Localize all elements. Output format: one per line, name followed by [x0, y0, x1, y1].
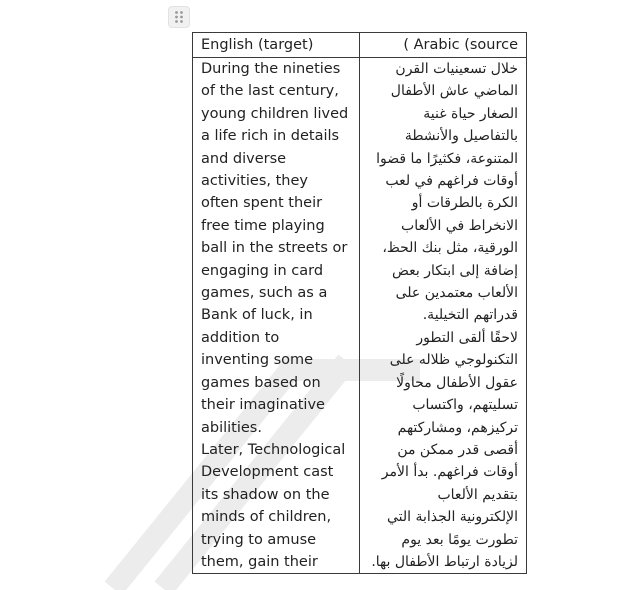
text-line: المتنوعة، فكثيرًا ما قضوا — [376, 150, 518, 167]
text-line: عقول الأطفال محاولًا — [396, 374, 518, 391]
text-line: engaging in card — [201, 262, 324, 279]
text-line: Bank of luck, in — [201, 307, 313, 324]
text-line: Later, Technological — [201, 441, 346, 458]
text-line: أوقات فراغهم في لعب — [385, 173, 518, 190]
text-line: لاحقًا ألقى التطور — [416, 329, 518, 346]
text-line: young children lived — [201, 105, 349, 122]
text-line: activities, they — [201, 173, 308, 190]
drag-grip-icon — [174, 10, 184, 24]
text-line: تسليتهم، واكتساب — [412, 397, 518, 414]
text-line: and diverse — [201, 150, 287, 167]
text-line: addition to — [201, 329, 280, 346]
text-line: abilities. — [201, 419, 262, 436]
text-line: games, such as a — [201, 285, 328, 302]
text-line: إضافة إلى ابتكار بعض — [392, 262, 518, 279]
table-row — [193, 58, 527, 574]
text-line: inventing some — [201, 352, 314, 369]
text-line: تركيزهم، ومشاركتهم — [397, 419, 518, 436]
text-line: التكنولوجي ظلاله على — [389, 352, 518, 369]
header-english[interactable]: English (target) — [193, 33, 360, 58]
text-line: minds of children, — [201, 509, 332, 526]
text-line: of the last century, — [201, 83, 339, 100]
text-line: During the nineties — [201, 61, 341, 77]
english-text-cell[interactable] — [193, 58, 360, 574]
translation-table — [192, 32, 527, 574]
text-line: الإلكترونية الجذابة التي — [387, 509, 518, 526]
arabic-text-cell[interactable] — [360, 58, 527, 574]
text-line: its shadow on the — [201, 486, 330, 503]
text-line: الانخراط في الألعاب — [401, 217, 518, 234]
text-line: خلال تسعينيات القرن — [395, 61, 518, 77]
text-line: أوقات فراغهم. بدأ الأمر — [381, 464, 518, 481]
text-line: Development cast — [201, 464, 334, 481]
text-line: الصغار حياة غنية — [423, 105, 518, 122]
text-line: الماضي عاش الأطفال — [390, 83, 518, 100]
text-line: trying to amuse — [201, 531, 317, 548]
drag-handle[interactable] — [168, 6, 190, 28]
text-line: free time playing — [201, 217, 325, 234]
text-line: الكرة بالطرقات أو — [411, 195, 518, 212]
text-line: بالتفاصيل والأنشطة — [404, 128, 518, 145]
header-arabic[interactable]: ( Arabic (source — [360, 33, 527, 58]
table-header-row — [193, 33, 527, 58]
text-line: often spent their — [201, 195, 323, 212]
text-line: لزيادة ارتباط الأطفال بها. — [371, 553, 518, 570]
text-line: قدراتهم التخيلية. — [422, 307, 518, 324]
text-line: games based on — [201, 374, 321, 391]
text-line: الألعاب معتمدين على — [395, 285, 518, 302]
text-line: أقصى قدر ممكن من — [397, 441, 518, 458]
text-line: الورقية، مثل بنك الحظ، — [382, 240, 518, 257]
text-line: their imaginative — [201, 397, 325, 414]
text-line: بتقديم الألعاب — [437, 486, 518, 503]
text-line: them, gain their — [201, 553, 318, 570]
text-line: a life rich in details — [201, 128, 340, 145]
text-line: تطورت يومًا بعد يوم — [401, 531, 518, 548]
text-line: ball in the streets or — [201, 240, 348, 257]
